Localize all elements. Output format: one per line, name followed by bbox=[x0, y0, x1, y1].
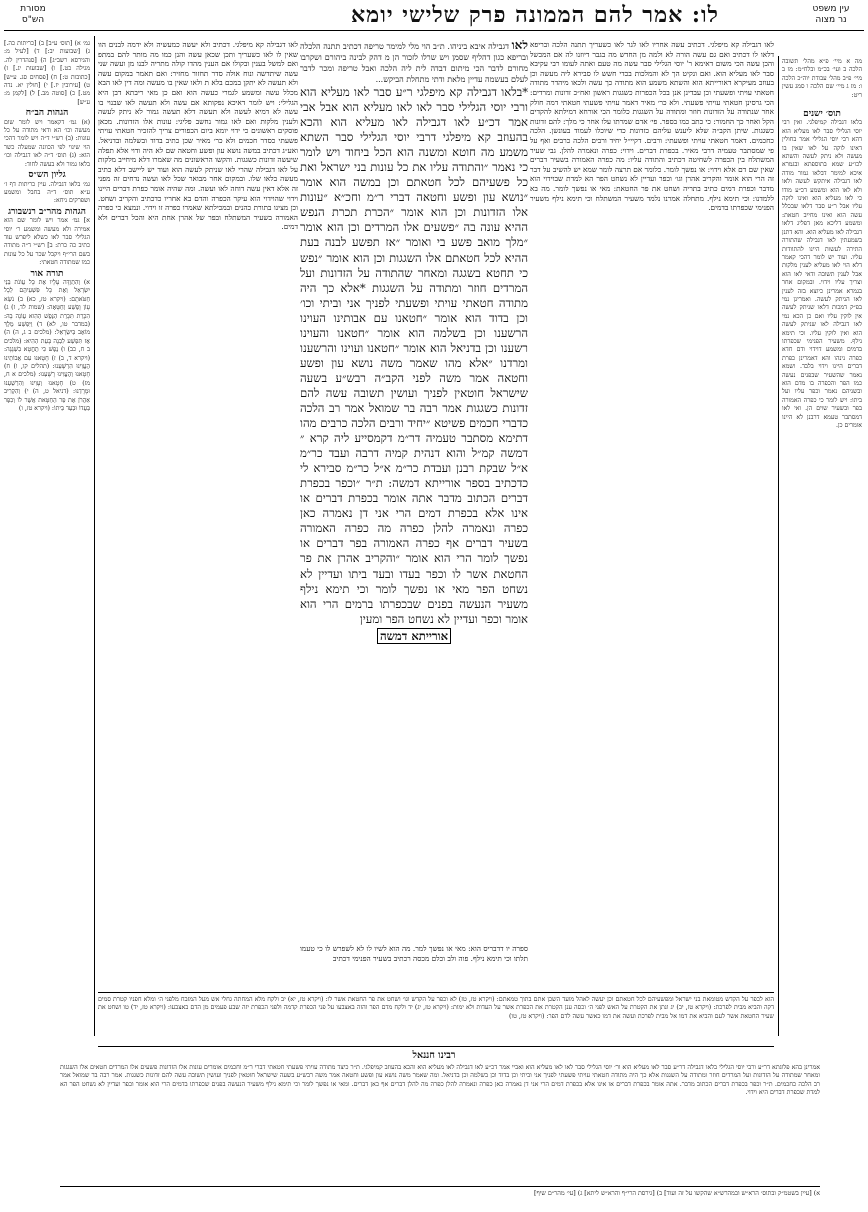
rashi-text: לאו דגבילה קא מיפלגי. דכתיב עשה אחריו לאו לגר לאו כשעריך תתנה הלכה ובריפא דלאו לו דכתיב ואם גם עשה הורה לא ולמה מן החדש מה בגבר דיוזנו לה אם המכשל והכן עשה הכי משום דאימא ר' יוסי הגלילי סבר עשה מה טעם ואתה לעומו רבי עקיבא סבר לאו מעליא הוא. ואם ונקיט הך לא והמלכות בכדי חשש לו סבירא ליה מעשה וכן בעוזב מעיקרא דאורייתא הוא והשתא משמע הוא מתודה כך עשה ולכאו מיהדר מתודה חטאתי עויתי ופשעתי וכן עבדינן אנן בכל הכפרות כשגגות ראשון ואח״כ זדונות ומרדים: הכי גרסינן חטאתי עויתי פשעתי. ולא כר׳ מאיר דאמר עויתי פשעתי חטאתי דמה חולק אחר שנתודה על הזדונות חוזר ומתודה על השגגות כלומר הכי אורחא דמילתא להקדים הקל ואחר כך החמור: כי כתב כמו בספר. פי׳ אדם שמרתו עלו אחר כי מלך: להם זדונות כשגגות. שיתן הקב״ה שלא ליענש עליהם כזדונות כדי שיוכלו לעמוד בעונשן. הלכה כחכמים. דאמר חטאתי עויתי ופשעתי: ורבים. דקיי״ל יחיד ורבים הלכה כרבים ואף על פי שמסתבר טעמיה דרבי מאיר. בכפרת דברים. וידוי: כפרה ונאמרה להלן. גבי שעיר המשתלח בין הכפרה לשחיטה דכתיב והתודה עליו: מה כפרה האמורה בשעיר דברים שאין שם דם אלא וידוי: או נפשך לומר. כלומר אם תרצה לומר שמא יש להשיב על דבר זה הרי הוא אומר והקריב אהרן וגו׳ וכפר ועדיין לא נשחט הפר הא למדת שבוידוי הוא מדבר וכפרת דמים כתיב בתריה ושחט את פר החטאת: מאי או נפשך לומר. מה בא ללמדנו: וכי תימא נילף. מתחלה אמרנו נלמד משעיר המשתלח וכי תימא נילף משעיר הפנימי שכפרתו בדמים. bbox=[530, 40, 774, 213]
tosafot-yeshanim-column bbox=[782, 108, 862, 1038]
gemara-closing-text: ספרה יו דדבריס הוא: מאי או נפשך למר. מה הוא לשיו לו לא לשפרש לו כי טעמו תלתו וכי תימא נילף. פוה ולב וכלם מכסה רכתיב בשעיר הפנימי דכתיב bbox=[300, 944, 528, 963]
gemara-body: *בלאו דגבילה קא מיפלגי ר״ע סבר לאו מעליא הוא ורבי יוסי הגלילי סבר לאו לאו מעליא הוא אבל אבי אמר דכ״ע לאו דגבילה לאו מעליא הוא והכא בהעוזב קא מיפלגי דרבי יוסי הגלילי סבר השתא משמע מה חוטא ומשנה הוא הכל ביחוד ויש לומר כי נאמר ״והתודה עליו את כל עונות בני ישראל ואת כל פשעיהם לכל חטאתם וכן במשה הוא אומר ״נושא עון ופשע וחטאה דברי ר״מ וחכ״א ״עונות אלו הזדונות וכן הוא אומר ״הכרת תכרת הנפש ההיא עונה בה ״פשעים אלו המרדים וכן הוא אומר ״מלך מואב פשע בי ואומר ״אז תפשע לבנה בעת ההיא לכל חטאתם אלו השגגות וכן הוא אומר ״נפש כי תחטא בשגגה ומאחר שהתודה על הזדונות ועל המרדים חוזר ומתודה על השגגות *אלא כך היה מתודה חטאתי עויתי ופשעתי לפניך אני וביתי וכו׳ וכן בדוד הוא אומר ״חטאנו עם אבותינו העוינו הרשענו וכן בשלמה הוא אומר ״חטאנו והעוינו רשענו וכן בדניאל הוא אומר ״חטאנו ועוינו והרשענו ומרדנו ״אלא מהו שאמר משה נושא עון ופשע וחטאה אמר משה לפני הקב״ה רבש״ע בשעה שישראל חוטאין לפניך ועושין תשובה עשה להם זדונות כשגגות אמר רבה בר שמואל אמר רב הלכה כדברי חכמים פשיטא ״יחיד ורבים הלכה כרבים מהו דתימא מסתבר טעמיה דר״מ דקמסייע ליה קרא ״ דמשה קמ״ל והוא דנהית קמיה דרבה ועבד כר״מ א״ל שבקת רבנן ועבדת כר״מ א״ל כר״מ סבירא לי כדכתיב בספר אורייתא דמשה: ת״ר ״וכפר בכפרת דברים הכתוב מדבר אתה אומר בכפרת דברים או אינו אלא בכפרת דמים הרי אני דן נאמרה כאן כפרה ונאמרה להלן כפרה מה כפרה האמורה בשעיר דברים אף כפרה האמורה בפר דברים או נפשך לומר הרי הוא אומר ״והקריב אהרן את פר החטאת אשר לו וכפר בעדו ובעד ביתו ועדיין לא נשחט הפר מאי או נפשך לומר וכי תימא נילף משעיר הנעשה בפנים שבכפרתו ברמים הרי הוא אומר וכפר ועדיין לא נשחט הפר ומעין bbox=[300, 85, 528, 626]
left-margin-column bbox=[4, 40, 90, 1036]
torah-citations-bar bbox=[98, 996, 774, 1044]
rabbeinu-chananel-text-box bbox=[60, 1064, 820, 1184]
header-rule bbox=[4, 30, 864, 31]
left-margin-rule bbox=[94, 36, 95, 1036]
masoret-text: גמ׳ א) [תוס׳ ע״ב] ב) [כריתות כה.] ג) [שבועות יב:] ד) [לעיל מ: והגירסא רשב״ג] ה) [סנהדרין לה. מגילה כט.] ו) [שבועות יג.] ז) [כתובות ט:] ח) [פסחים סג. ע״ש] ט) [עירובין יז.] י) [חולין יא. נדה מט.] כ) [סוטה מב.] ל) [לקמן מ: ע״ש] bbox=[4, 40, 90, 106]
torah-or-heading: תורה אור bbox=[30, 268, 64, 279]
gemara-opening-text: דגבילה איבא ביניהו. ת״ב הוי מלי למימר טריפה דכתיב תתנה הלכלה ובריפא כגון דהליף שסמן ויש שרלו לזכור הן מ דהק לבינה ביהורם ושקרבו מחורם לדבר הכי מיתום דבדה לית ליה הלכה ואבל טריפה ומכר לדבר לעלם בעשמה עדיין מלאת ודתי מתחלת הביקש... bbox=[300, 42, 528, 84]
gilyon-hashas-text: גמ׳ בלאו דגבילה. עיין כריתות דף ז׳ ע״א תוס׳ ד״ה בחבל ומשמע ושפרקים ניחא: bbox=[4, 180, 90, 205]
gilyon-hashas-heading: גליון הש״ס bbox=[28, 170, 66, 181]
gemara-lead-word: לאו bbox=[511, 40, 528, 52]
ein-mishpat-text: מה א מיי׳ פ״א מהל׳ תשובה הלכה ב ועי׳ בכ״מ ובלח״מ: מו ב מיי׳ פ״ב מהל׳ עבודת יוה״כ הלכה ו: מז ג מיי׳ שם הלכה ו סמג עשין ריט: bbox=[782, 58, 862, 99]
tosafot-text: לאו דגבילה קא מיפלגי. דכתיב ולא יעשה כמעשיה ולא ידמה לבנים הוו שאין לו לאו כשעריך ותכן שכאן עשה והנן כמו מה מותר להם במתפ ואם למשל בענין ובקולו אם הענין מהדו קולה מתריה לבנו מן ועשה שני עשה שיתדשה ונוח אולה סדר תחזור מחזיר: ואם תאמר במקום עשה ולא תעשה לא יתקן במכם בלא ת ולאו שאין בו מעשה ומה דין לאו הבא מכלל עשה ומשמע לגמרי כעשה הוא ואם כן מאי ריבתא דבן היא הגלילי: ויש לומר דאיכא נפקותא אם עשה ולא תעשה לאו שבנוי בו עשה לא דמיא לעשה ולא תעשה דלא תעשה גמור לא ניתק לעשה ולענין מלקות ואם לאו גמור נחשב פליגי: עונות אלו הזדונות. מכאן פוסקים ראשונים כי ידוי יומא ביום הכפורים צריך להזכיר חטאתי עויתי פשעתי כסדר חכמים ולא כר׳ מאיר שכן כתיב בדוד ובשלמה ובדניאל. ואע״ג דכתיב במשה נושא עון ופשע וחטאה שם לא היה ודוי אלא תפלה שיעשה זדונות כשגגות. והקשו הראשונים מה שאמרו דלא מיחייב מלקות על לאו דגבילה שהרי לאו שניתק לעשה הוא ועוד יש ליישב דלא כתיב מעשה בלאו שלו. ובמקום אחר מבואר שכל לאו ועשה נדחים זה מפני זה אלא דאין עשה דוחה לאו ועשה. ומה שהיה אומר כפרת דברים היינו וידוי שהוידוי הוא עיקר הכפרה והדם בא אחריו כדכתיב והקריב ושחט. וכן מצינו בתורת כהנים ובמכילתא שאמרו כפרה זו וידוי. ונמצא כי כפרה האמורה בשעיר המשתלח ובפר של אהרן אחת היא והכל דברים ולא דמים. bbox=[98, 40, 298, 232]
page-title: לו: אמר להם הממונה פרק שלישי יומא bbox=[351, 2, 719, 28]
boxed-term: אורייתא דמשה bbox=[377, 628, 451, 644]
rashi-column bbox=[530, 40, 774, 988]
ein-mishpat-label: עין משפט נר מצוה bbox=[812, 4, 850, 25]
hagahot-maharab-heading: הגהות מהר״ב רנשבורג bbox=[8, 206, 86, 217]
tosafot-yeshanim-text: בלאו דגבילה קמיפלגי. ואין רבי יוסי הגלילי סבר לאו מעליא הוא דהא רבי יוסי הגלילי אמר בחולין דאינו לוקה על לאו שאין בו מעשה ולא ניתק לעשה והשתא לכו״ע שמא בתוספתא ובגמרא איכא למימר דבלאו גמור מודה לאו דגבילה איתקש לעשה ולאו ולא לאו הוא ומשמע דכ״ע מודו כי לאו מעליא הוא ואינו לוקה עליו אבל ר״ע סבר דלאו שבכלל עשה הוא ואינו מחייב חטאת: ומשמע דליכא מאן דפליג דלאו דגבילה לאו מעליא הוא. והא דתנן בשמעתין לאו דגבילה שהתורה התירה לעשות היינו להתוודות עליו. ועוד יש לומר דהכי קאמר דלא הוי לאו מעליא לענין מלקות אבל לענין תשובה ודאי לאו הוא וצריך עליו וידוי. ובמקום אחר בגמרא אמרינן כיוצא בזה לענין לאו הניתק לעשה. ואמרינן נמי בפ״ק דמכות דלאו שניתק לעשה אין לוקין עליו ואם כן הכא נמי לאו דגבילה לאו שניתק לעשה הוא ואין לוקין עליו. וכי תימא נילף. משעיר הפנימי שכפרתו בדמים ומשמע דוידוי ודם חדא כפרה נינהו והא דאמרינן כפרת דברים היינו וידוי בלבד. ושמא נאמר שהשעיר שבפנים נעשה כמו הפר והכפרה בו מדם הוא ובשניהם נאמר וכפר עליו ועל ביתו: ויש לומר כי כפרה האמורה בפר ובשעיר שוים הן. ואי לאו דמסתבר טעמא דרבנן לא היינו אומרים כן. bbox=[782, 119, 862, 430]
tosafot-yeshanim-heading: תוס׳ ישנים bbox=[803, 109, 841, 119]
tosafot-column bbox=[98, 40, 298, 988]
hagahot-bach-heading: הגהות הב״ח bbox=[25, 108, 69, 119]
rabbeinu-chananel-heading: רבינו חננאל bbox=[412, 1050, 456, 1061]
hagahot-maharab-text: א] גמ׳ אמר ויש לומר שם הוא אמירה ולא מעשה ומשמע ר׳ יוסי הגלילי סבר לאו כשלא ליפרש עוד כתיב כה כרת: ב] רש״י ד״ה מתודה בשם הרי״ף ויקבל שכר על כל עונות כמו שמתודה חטאתי: bbox=[4, 217, 90, 267]
footer-rule-top bbox=[98, 992, 774, 993]
footer-rule-mid bbox=[98, 1046, 774, 1047]
torah-citations-text: הוא לכפר על הקדש מטומאת בני ישראל ומפשעיהם לכל חטאתם וכן יעשה לאהל מועד השכן אתם בתוך טמאתם: (ויקרא טז, טז) לא וכפר על הקדש וגו׳ ושחט את פר החטאת אשר לו: (ויקרא טז, יא) יב ולקח מלא המחתה גחלי אש מעל המזבח מלפני ה׳ ומלא חפניו קטרת סמים דקה והביא מבית לפרכת: (ויקרא טז, יב) יג ונתן את הקטרת על האש לפני ה׳ וכסה ענן הקטרת את הכפרת אשר על העדות ולא ימות: (ויקרא טז, יג) יד ולקח מדם הפר והזה באצבעו על פני הכפרת קדמה ולפני הכפרת יזה שבע פעמים מן הדם באצבעו: (ויקרא טז, יד) טו ושחט את שעיר החטאת אשר לעם והביא את דמו אל מבית לפרכת ועשה את דמו כאשר עשה לדם הפר: (ויקרא טז, טו) bbox=[98, 996, 774, 1020]
masoret-hashas-label: מסורת הש"ס bbox=[20, 4, 46, 25]
gemara-closing bbox=[300, 944, 528, 988]
bottom-note-text: א) [עיין בשטמ״ק ובתוס׳ הרא״ש ובמהרש״א שהקשו על זה ועוד] ב) [גירסת הרי״ף והרא״ש ליתא] ג) [עי׳ מהר״ם שיף] bbox=[534, 1190, 820, 1197]
gemara-column bbox=[300, 40, 528, 942]
rabbeinu-chananel-text: אמרינן בהא פלוגתא דר״ע ורבי יוסי הגלילי בלאו דגבילה דר״ע סבר לאו מעליא הוא ור׳ יוסי הגלילי סבר לאו לאו מעליא הוא ואביי אמר דכ״ע לאו דגבילה לאו מעליא הוא והכא בהעוזב קמיפלגי. ת״ר כיצד מתודה עויתי פשעתי חטאתי דברי ר״מ וחכמים אומרים עונות אלו הזדונות פשעים אלו המרדים חטאים אלו השגגות ומאחר שמתודה על הזדונות ועל המרדים חוזר ומתודה על השגגות אלא כך היה מתודה חטאתי עויתי פשעתי לפניך אני וביתי וכן בדוד וכן בשלמה וכן בדניאל. ומה שאמר משה נושא עון ופשע וחטאה אמר משה רבש״ע בשעה שישראל חוטאין לפניך ועושין תשובה עשה להם זדונות כשגגות. אמר רבה בר שמואל אמר רב הלכה כחכמים. ת״ר וכפר בכפרת דברים הכתוב מדבר. אתה אומר בכפרת דברים או אינו אלא בכפרת דמים הרי אני דן נאמרה כאן כפרה ונאמרה להלן כפרה מה להלן דברים אף כאן דברים. ומאי או נפשך לומר וכי תימא נילף משעיר הנעשה בפנים שכפרתו בדמים הרי הוא אומר וכפר ועדיין לא נשחט הפר הא למדת שכפרת דברים היא וידוי. bbox=[60, 1064, 820, 1096]
gemara-opening bbox=[300, 40, 528, 85]
right-margin-rule bbox=[778, 56, 779, 1036]
bottom-note-box bbox=[60, 1190, 820, 1206]
footer-rule-bottom bbox=[60, 1186, 820, 1187]
torah-or-text: א) וְהִתְוַדָּה עָלָיו אֶת כָּל עֲוֹנֹת בְּנֵי יִשְׂרָאֵל וְאֶת כָּל פִּשְׁעֵיהֶם לְכָל חַטֹּאתָם: (ויקרא טז, כא) ב) נֹשֵׂא עָוֹן וָפֶשַׁע וְחַטָּאָה: (שמות לד, ז) ג) הִכָּרֵת תִּכָּרֵת הַנֶּפֶשׁ הַהִוא עֲוֹנָה בָהּ: (במדבר טו, לא) ד) וַיִּפְשַׁע מֶלֶךְ מוֹאָב בְּיִשְׂרָאֵל: (מלכים ב ג, ה) ה) אָז תִּפְשַׁע לִבְנָה בָּעֵת הַהִיא: (מלכים ב ח, כב) ו) נֶפֶשׁ כִּי תֶחֱטָא בִשְׁגָגָה: (ויקרא ד, ב) ז) חָטָאנוּ עִם אֲבוֹתֵינוּ הֶעֱוִינוּ הִרְשָׁעְנוּ: (תהלים קו, ו) ח) חָטָאנוּ וְהֶעֱוִינוּ רָשָׁעְנוּ: (מלכים א ח, מז) ט) חָטָאנוּ וְעָוִינוּ וְהִרְשַׁעְנוּ וּמָרָדְנוּ: (דניאל ט, ה) י) וְהִקְרִיב אַהֲרֹן אֶת פַּר הַחַטָּאת אֲשֶׁר לוֹ וְכִפֶּר בַּעֲדוֹ וּבְעַד בֵּיתוֹ: (ויקרא טז, ו) bbox=[4, 278, 90, 413]
hagahot-bach-text: (א) גמ׳ דקאמר ויש לומר שום מעשה וכו׳ הא ודאי מתודה על כל עונות: (ב) רש״י ד״ה ויש לומר דהכי הוי שינוי לפי הכוונה שמעלה כשר הוא: (ג) תוס׳ ד״ה לאו דגבילה וכו׳ בלאו גמור ולא בעשה לחוד: bbox=[4, 118, 90, 168]
